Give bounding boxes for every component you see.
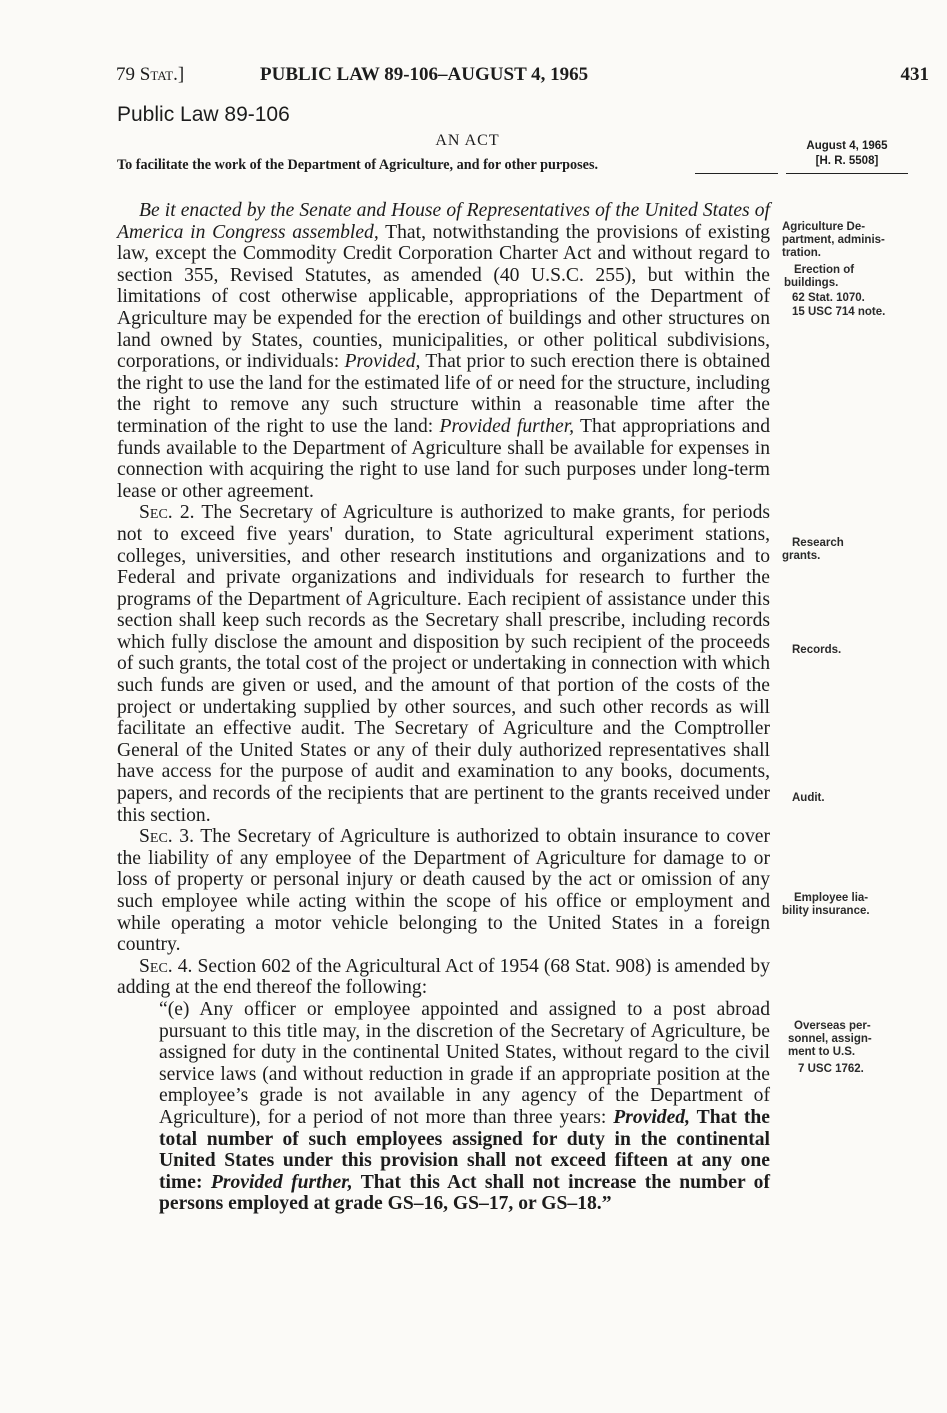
enactment-date: August 4, 1965 (806, 140, 888, 152)
act-purpose: To facilitate the work of the Department of Agriculture, and for other purposes. (117, 157, 599, 173)
act-body (117, 200, 770, 1215)
quote-proviso-further: Provided further, (210, 1171, 353, 1193)
quote-text-c: That this Act shall not increase the number of persons employed at grade GS–16, GS–17, or GS–18.” (159, 1171, 770, 1215)
enacting-text-c: That appropriations and funds available to the Department of Agriculture shall be available for expenses in connection with acquiring the right to use land for such purposes under long-term lease or other agreement. (117, 415, 770, 502)
an-act-heading: AN ACT (435, 132, 500, 149)
section-label: Sec. 3. (139, 826, 194, 848)
margin-note-line: 7 USC 1762. (798, 1063, 864, 1075)
page-number: 431 (900, 64, 929, 85)
margin-note-line: bility insurance. (782, 905, 870, 917)
margin-note-agriculture (782, 221, 885, 260)
enactment-rule (786, 173, 908, 174)
proviso: Provided, (344, 351, 421, 373)
section-label: Sec. 4. (139, 955, 193, 977)
volume-number: 79 (116, 64, 135, 85)
margin-note-usc-citation (792, 306, 885, 319)
margin-note-research (782, 537, 844, 563)
quoted-amendment (159, 999, 770, 1215)
stat-label: Stat.] (139, 64, 185, 85)
margin-note-line: buildings. (784, 277, 839, 289)
margin-note-audit (792, 792, 825, 805)
enacting-text-a: That, notwithstanding the provisions of existing law, except the Commodity Credit Corporation Charter Act and without regard to section 355, Revised Statutes, as amended (40 U.S.C. 255), but within the limitations of cost otherwise applicable, appropriations of the Department of Agriculture may be expended for the erection of buildings and other structures on land owned by States, counties, municipalities, or other political subdivisions, corporations, or individuals: (117, 221, 770, 373)
enacting-paragraph (117, 200, 770, 502)
margin-note-line: partment, adminis- (782, 234, 885, 246)
margin-note-records (792, 644, 841, 657)
section-3 (117, 826, 770, 956)
enactment-info (787, 139, 907, 169)
quote-text-a: “(e) Any officer or employee appointed and assigned to a post abroad pursuant to this title may, in the discretion of the Secretary of Agriculture, be assigned for duty in the continental United States, without regard to the civil service laws (and without reduction in grade if an appropriate position at the employee’s grade is not available in any agency of the Department of Agriculture), for a period of not more than three years: (159, 998, 770, 1128)
section-text: Section 602 of the Agricultural Act of 1954 (68 Stat. 908) is amended by adding at the end thereof the following: (117, 955, 770, 999)
margin-note-overseas (788, 1020, 872, 1059)
bill-number: [H. R. 5508] (815, 155, 879, 167)
proviso-further: Provided further, (439, 415, 575, 437)
law-number: Public Law 89-106 (117, 103, 290, 126)
running-head (116, 64, 929, 90)
margin-note-line: tration. (782, 247, 821, 259)
volume-citation (116, 64, 184, 86)
margin-note-line: Agriculture De- (782, 221, 866, 233)
section-4 (117, 956, 770, 999)
margin-note-line: sonnel, assign- (788, 1033, 872, 1045)
margin-note-line: Audit. (792, 792, 825, 804)
margin-note-line: Employee lia- (794, 892, 869, 904)
margin-note-line: 62 Stat. 1070. (792, 292, 865, 304)
quote-text-b: That the total number of such employees assigned for duty in the continental United States under this provision shall not exceed fifteen at any one time: (159, 1106, 770, 1193)
margin-note-insurance (782, 892, 870, 918)
margin-note-stat-citation (792, 292, 865, 305)
margin-note-line: Overseas per- (794, 1020, 871, 1032)
margin-note-line: Erection of (794, 264, 855, 276)
margin-note-usc-1762 (798, 1063, 864, 1076)
section-text: The Secretary of Agriculture is authorized to make grants, for periods not to exceed five years' duration, to State agricultural experiment stations, colleges, universities, and other research institutions and organizations and to Federal and private organizations and individuals for research to further the programs of the Department of Agriculture. Each recipient of assistance under this section shall keep such records as the Secretary shall prescribe, including records which fully disclose the amount and disposition by such recipient of the proceeds of such grants, the total cost of the project or undertaking in connection with which such funds are given or used, and the amount of that portion of the costs of the project or undertaking supplied by other sources, and such other records as will facilitate an effective audit. The Secretary of Agriculture and the Comptroller General of the United States or any of their duly authorized representatives shall have access for the purpose of audit and examination to any books, documents, papers, and records of the recipients that are pertinent to the grants received under this section. (117, 502, 771, 826)
quote-proviso: Provided, (613, 1106, 691, 1128)
margin-note-line: Research (792, 537, 844, 549)
margin-note-line: Records. (792, 644, 842, 656)
section-text: The Secretary of Agriculture is authorized to obtain insurance to cover the liability of any employee of the Department of Agriculture for damage to or loss of property or personal injury or death caused by the act or omission of any such employee while acting within the scope of his office or employment and while operating a motor vehicle belonging to the United States in a foreign country. (117, 826, 770, 956)
enacting-clause: Be it enacted by the Senate and House of Representatives of the United States of America in Congress assembled, (117, 200, 770, 243)
section-label: Sec. 2. (139, 502, 195, 524)
purpose-rule (695, 173, 778, 174)
enacting-text-b: That prior to such erection there is obtained the right to use the land for the estimated life of or need for the structure, including the right to remove any such structure within a reasonable time after the termination of the right to use the land: (117, 351, 770, 437)
margin-note-erection (784, 264, 854, 290)
section-2 (117, 502, 770, 826)
margin-note-line: ment to U.S. (788, 1046, 856, 1058)
running-title: PUBLIC LAW 89-106–AUGUST 4, 1965 (260, 64, 589, 85)
margin-note-line: grants. (782, 550, 821, 562)
margin-note-line: 15 USC 714 note. (792, 306, 886, 318)
